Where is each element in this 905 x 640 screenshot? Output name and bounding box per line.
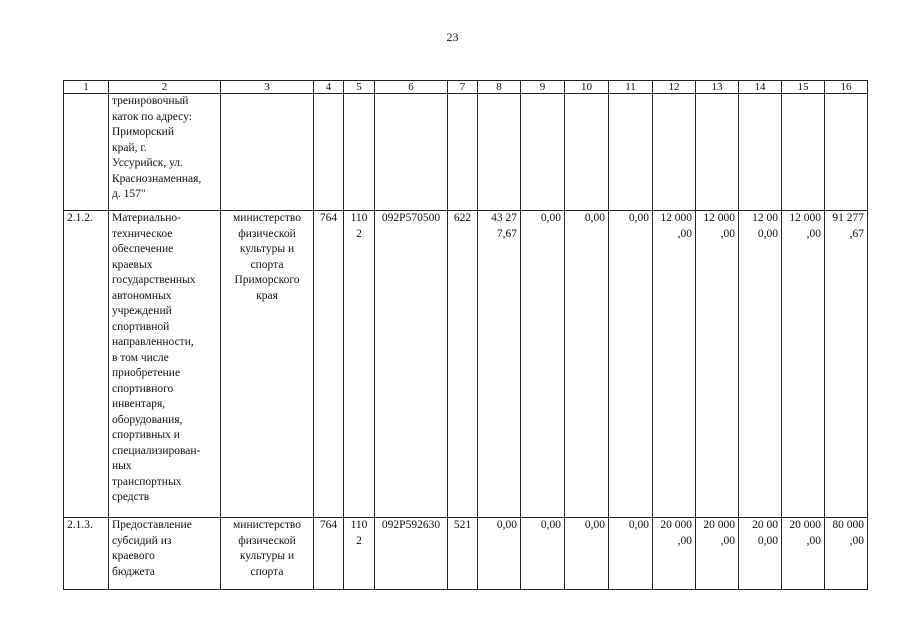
cell-c4: 764 <box>314 211 344 518</box>
cell-c9: 0,00 <box>521 518 565 590</box>
header-row <box>64 81 868 94</box>
cell-c5: 110 2 <box>344 518 375 590</box>
cell-c6: 092P592630 <box>375 518 448 590</box>
cell-c14 <box>739 94 782 211</box>
cell-c14: 20 00 0,00 <box>739 518 782 590</box>
col-header: 3 <box>221 81 314 94</box>
cell-c12: 20 000 ,00 <box>653 518 696 590</box>
row-index: 2.1.2. <box>64 211 109 518</box>
cell-c16: 91 277 ,67 <box>825 211 868 518</box>
cell-c4: 764 <box>314 518 344 590</box>
cell-c8 <box>478 94 521 211</box>
col-header: 5 <box>344 81 375 94</box>
table-row <box>64 518 868 590</box>
cell-c7 <box>448 94 478 211</box>
col-header: 16 <box>825 81 868 94</box>
col-header: 12 <box>653 81 696 94</box>
col-header: 15 <box>782 81 825 94</box>
budget-table <box>63 80 868 590</box>
cell-c10: 0,00 <box>565 211 609 518</box>
col-header: 4 <box>314 81 344 94</box>
cell-c9 <box>521 94 565 211</box>
col-header: 7 <box>448 81 478 94</box>
page-number: 23 <box>446 30 459 44</box>
responsible-org: министерство физической культуры и спорта Приморского края <box>221 211 314 518</box>
cell-c10: 0,00 <box>565 518 609 590</box>
cell-c6 <box>375 94 448 211</box>
responsible-org: министерство физической культуры и спорта <box>221 518 314 590</box>
cell-c15 <box>782 94 825 211</box>
cell-c11: 0,00 <box>609 518 653 590</box>
col-header: 2 <box>109 81 221 94</box>
event-name: тренировочный каток по адресу: Приморский край, г. Уссурийск, ул. Краснознаменная, д. 157" <box>109 94 221 211</box>
responsible-org <box>221 94 314 211</box>
event-name: Материально- техническое обеспечение краевых государственных автономных учреждений спортивной направленности, в том числе приобретение спортивного инвентаря, оборудования, спортивных и специализирован- ных транспортных средств <box>109 211 221 518</box>
cell-c13: 20 000 ,00 <box>696 518 739 590</box>
cell-c11 <box>609 94 653 211</box>
cell-c12 <box>653 94 696 211</box>
row-index <box>64 94 109 211</box>
col-header: 1 <box>64 81 109 94</box>
cell-c7: 622 <box>448 211 478 518</box>
col-header: 13 <box>696 81 739 94</box>
cell-c4 <box>314 94 344 211</box>
row-index: 2.1.3. <box>64 518 109 590</box>
col-header: 14 <box>739 81 782 94</box>
cell-c11: 0,00 <box>609 211 653 518</box>
cell-c8: 0,00 <box>478 518 521 590</box>
cell-c13 <box>696 94 739 211</box>
cell-c16: 80 000 ,00 <box>825 518 868 590</box>
cell-c9: 0,00 <box>521 211 565 518</box>
cell-c16 <box>825 94 868 211</box>
col-header: 11 <box>609 81 653 94</box>
cell-c13: 12 000 ,00 <box>696 211 739 518</box>
cell-c12: 12 000 ,00 <box>653 211 696 518</box>
cell-c8: 43 27 7,67 <box>478 211 521 518</box>
cell-c15: 12 000 ,00 <box>782 211 825 518</box>
cell-c15: 20 000 ,00 <box>782 518 825 590</box>
cell-c7: 521 <box>448 518 478 590</box>
cell-c5: 110 2 <box>344 211 375 518</box>
cell-c10 <box>565 94 609 211</box>
cell-c14: 12 00 0,00 <box>739 211 782 518</box>
cell-c5 <box>344 94 375 211</box>
event-name: Предоставление субсидий из краевого бюджета <box>109 518 221 590</box>
table-row <box>64 211 868 518</box>
col-header: 10 <box>565 81 609 94</box>
cell-c6: 092P570500 <box>375 211 448 518</box>
table-row <box>64 94 868 211</box>
col-header: 6 <box>375 81 448 94</box>
col-header: 9 <box>521 81 565 94</box>
col-header: 8 <box>478 81 521 94</box>
